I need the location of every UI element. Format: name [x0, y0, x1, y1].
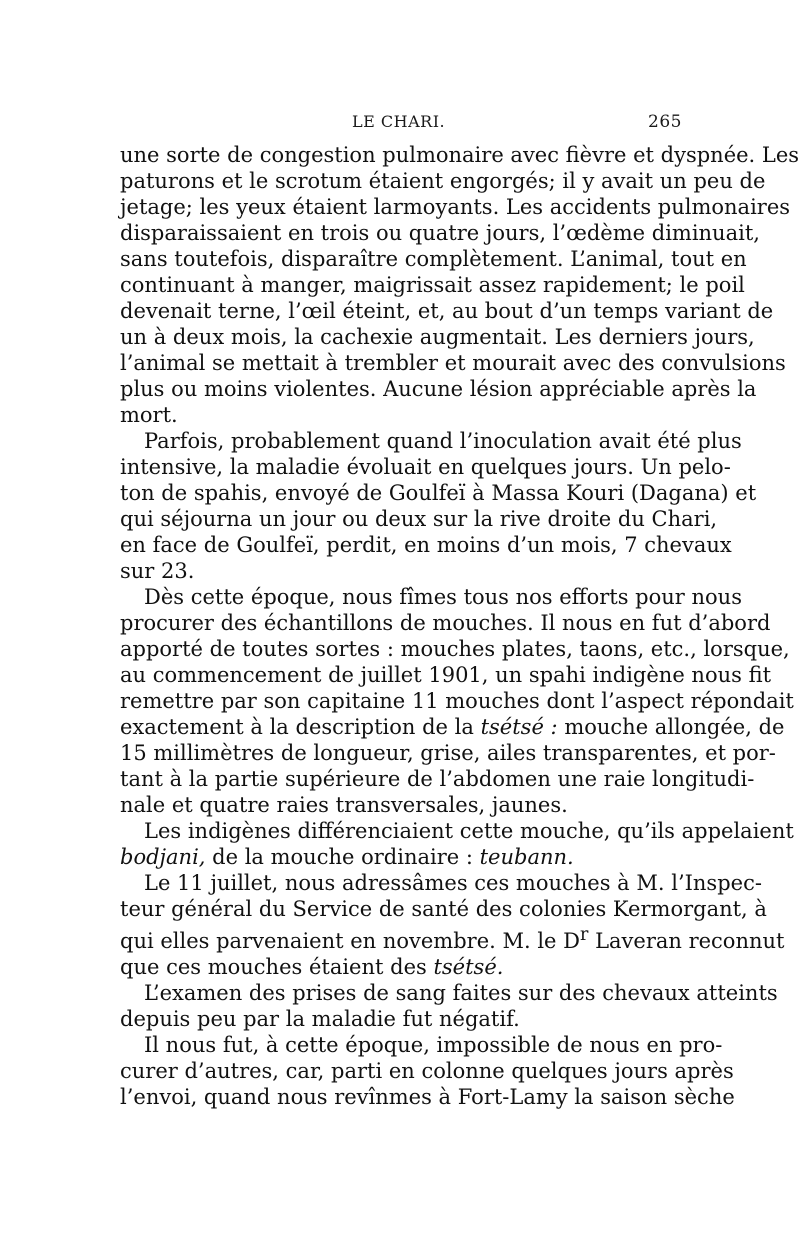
italic-term: teubann.: [479, 845, 574, 869]
text-line: Parfois, probablement quand l’inoculation avait été plus: [144, 429, 742, 453]
text-line: un à deux mois, la cachexie augmentait. Les derniers jours,: [120, 325, 755, 349]
text-line: 15 millimètres de longueur, grise, ailes transparentes, et por-: [120, 741, 776, 765]
text-segment: qui elles parvenaient en novembre. M. le D: [120, 929, 580, 953]
text-line: curer d’autres, car, parti en colonne quelques jours après: [120, 1059, 734, 1083]
italic-term: tsétsé.: [433, 955, 504, 979]
text-line: apporté de toutes sortes : mouches plates, taons, etc., lorsque,: [120, 637, 790, 661]
text-segment: Laveran reconnut: [595, 929, 785, 953]
text-line: jetage; les yeux étaient larmoyants. Les accidents pulmonaires: [120, 195, 791, 219]
italic-term: tsétsé :: [480, 715, 558, 739]
text-line: L’examen des prises de sang faites sur des chevaux atteints: [144, 981, 778, 1005]
text-line: tant à la partie supérieure de l’abdomen une raie longitudi-: [120, 767, 755, 791]
text-line: teur général du Service de santé des colonies Kermorgant, à: [120, 897, 767, 921]
text-line: intensive, la maladie évoluait en quelques jours. Un pelo-: [120, 455, 731, 479]
text-line: [120, 922, 785, 954]
text-line: remettre par son capitaine 11 mouches dont l’aspect répondait: [120, 689, 794, 713]
text-line: paturons et le scrotum étaient engorgés; il y avait un peu de: [120, 169, 766, 193]
text-line: Les indigènes différenciaient cette mouche, qu’ils appelaient: [144, 819, 794, 843]
superscript: r: [580, 925, 589, 945]
page-number: 265: [648, 112, 682, 132]
text-line: Le 11 juillet, nous adressâmes ces mouches à M. l’Inspec-: [144, 871, 762, 895]
text-line: sans toutefois, disparaître complètement. L’animal, tout en: [120, 247, 747, 271]
text-line: nale et quatre raies transversales, jaunes.: [120, 793, 568, 817]
text-line: sur 23.: [120, 559, 195, 583]
text-line: au commencement de juillet 1901, un spahi indigène nous fit: [120, 663, 772, 687]
text-line: ton de spahis, envoyé de Goulfeï à Massa Kouri (Dagana) et: [120, 481, 757, 505]
text-line: mort.: [120, 403, 178, 427]
text-line: continuant à manger, maigrissait assez rapidement; le poil: [120, 273, 745, 297]
chapter-title: LE CHARI.: [352, 112, 446, 131]
text-line: [120, 844, 682, 870]
text-line: qui séjourna un jour ou deux sur la rive droite du Chari,: [120, 507, 718, 531]
text-line: procurer des échantillons de mouches. Il nous en fut d’abord: [120, 611, 771, 635]
text-line: [120, 714, 785, 740]
text-line: Dès cette époque, nous fîmes tous nos efforts pour nous: [144, 585, 742, 609]
text-line: plus ou moins violentes. Aucune lésion appréciable après la: [120, 377, 757, 401]
body-text: [120, 142, 800, 1110]
text-line: l’envoi, quand nous revînmes à Fort-Lamy la saison sèche: [120, 1085, 735, 1109]
text-line: devenait terne, l’œil éteint, et, au bout d’un temps variant de: [120, 299, 774, 323]
text-segment: mouche allongée, de: [564, 715, 785, 739]
italic-term: bodjani,: [120, 845, 206, 869]
text-segment: que ces mouches étaient des: [120, 955, 427, 979]
text-segment: de la mouche ordinaire :: [212, 845, 473, 869]
book-page: [120, 112, 800, 1110]
text-line: en face de Goulfeï, perdit, en moins d’un mois, 7 chevaux: [120, 533, 732, 557]
text-line: une sorte de congestion pulmonaire avec fièvre et dyspnée. Les: [120, 143, 800, 167]
running-head: [120, 112, 682, 142]
text-line: Il nous fut, à cette époque, impossible de nous en pro-: [144, 1033, 723, 1057]
text-line: l’animal se mettait à trembler et mourait avec des convulsions: [120, 351, 786, 375]
text-line: [120, 954, 682, 980]
text-segment: exactement à la description de la: [120, 715, 474, 739]
text-line: depuis peu par la maladie fut négatif.: [120, 1007, 520, 1031]
text-line: disparaissaient en trois ou quatre jours, l’œdème diminuait,: [120, 221, 760, 245]
